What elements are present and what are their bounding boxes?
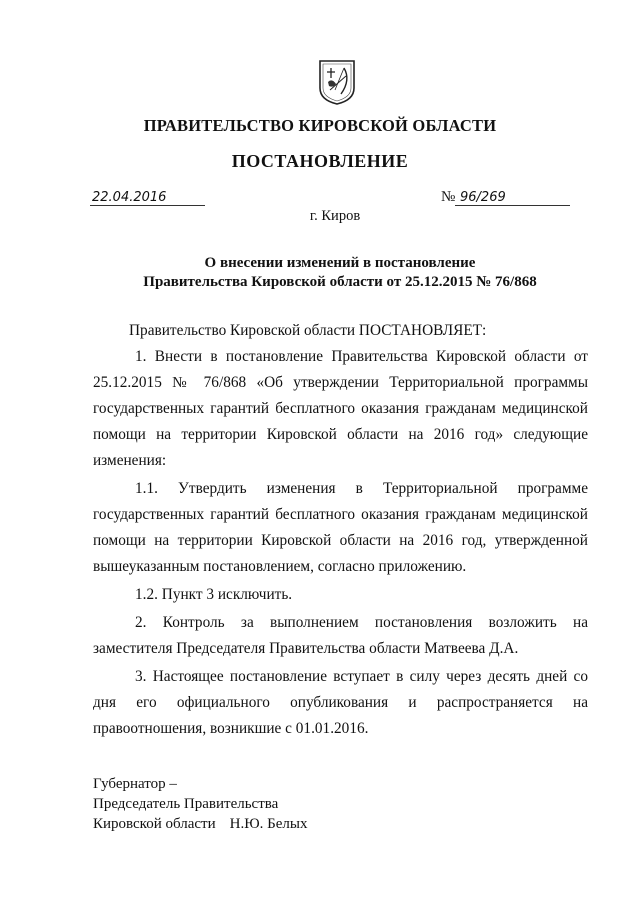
city: г. Киров	[309, 208, 361, 224]
paragraph-1: 1. Внести в постановление Правительства Кировской области от 25.12.2015 № 76/868 «Об утверждении Территориальной программы государственных гарантий бесплатного оказания гражданам медицинской помощи на территории Кировской области на 2016 год» следующие изменения:	[93, 348, 588, 469]
subject-line-1: О внесении изменений в постановление	[204, 255, 476, 271]
paragraph-1-1: 1.1. Утвердить изменения в Территориальной программе государственных гарантий бесплатного оказания гражданам медицинской помощи на территории Кировской области на 2016 год, утвержденной вышеуказанным постановлением, согласно приложению.	[93, 480, 588, 575]
signature-block	[93, 774, 307, 834]
paragraph-1-2: 1.2. Пункт 3 исключить.	[135, 586, 293, 603]
subject-line-2: Правительства Кировской области от 25.12.2015 № 76/868	[143, 274, 537, 290]
signature-line-2: Председатель Правительства	[93, 796, 279, 812]
date-underline	[90, 205, 205, 206]
paragraph-3: 3. Настоящее постановление вступает в силу через десять дней со дня его официального опубликования и распространяется на правоотношения, возникшие с 01.01.2016.	[93, 668, 588, 737]
number-sign: №	[441, 189, 456, 205]
document-number: 96/269	[460, 190, 506, 205]
number-underline	[455, 205, 570, 206]
signature-line-1: Губернатор –	[93, 776, 177, 792]
signatory-name: Н.Ю. Белых	[229, 816, 308, 832]
document-date: 22.04.2016	[92, 190, 167, 205]
document-type-title: ПОСТАНОВЛЕНИЕ	[231, 151, 409, 171]
organization-title: ПРАВИТЕЛЬСТВО КИРОВСКОЙ ОБЛАСТИ	[143, 116, 497, 135]
signature-region: Кировской области	[93, 816, 216, 832]
paragraph-2: 2. Контроль за выполнением постановления возложить на заместителя Председателя Правительства области Матвеева Д.А.	[93, 614, 588, 657]
document-body	[93, 318, 588, 742]
signature-line-3	[93, 814, 307, 834]
body-intro: Правительство Кировской области ПОСТАНОВЛЯЕТ:	[129, 322, 487, 339]
document-subject	[0, 254, 640, 292]
coat-of-arms-icon	[317, 58, 357, 106]
